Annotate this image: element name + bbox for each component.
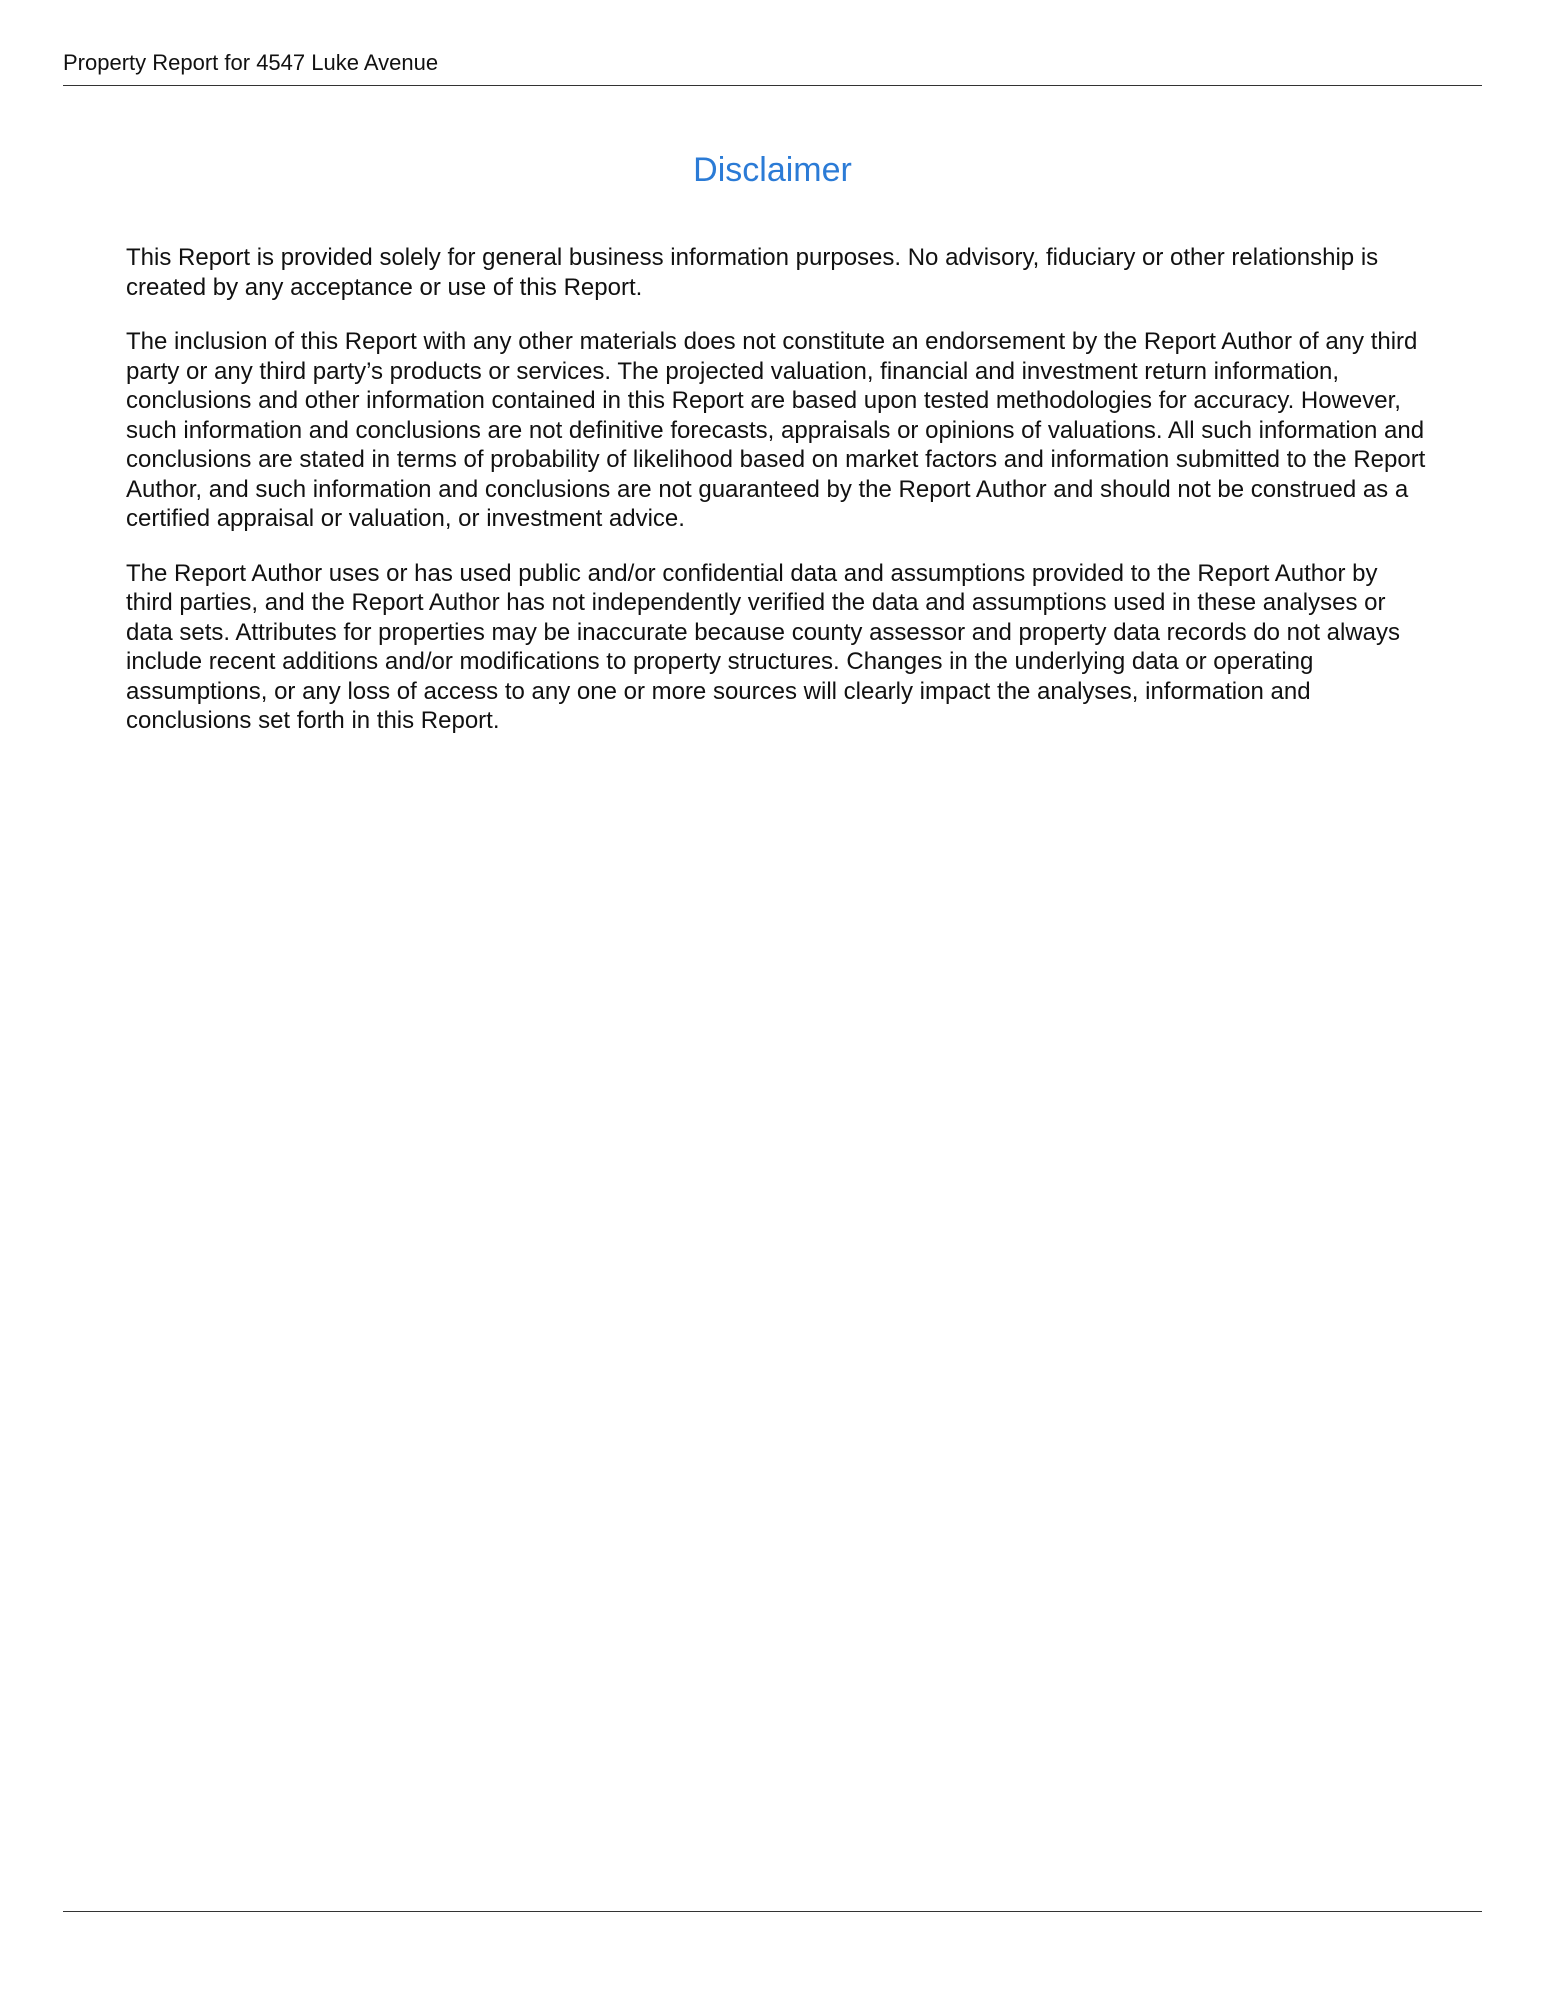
disclaimer-paragraph: The inclusion of this Report with any other materials does not constitute an endorsement by the Report Author of any third party or any third party’s products or services. The projected valuation, financial and investment return information, conclusions and other information contained in this Report are based upon tested methodologies for accuracy. However, such information and conclusions are not definitive forecasts, appraisals or opinions of valuations. All such information and conclusions are stated in terms of probability of likelihood based on market factors and information submitted to the Report Author, and such information and conclusions are not guaranteed by the Report Author and should not be construed as a certified appraisal or valuation, or investment advice.: [126, 328, 1426, 532]
disclaimer-paragraph: The Report Author uses or has used public and/or confidential data and assumptions provided to the Report Author by third parties, and the Report Author has not independently verified the data and assumptions used in these analyses or data sets. Attributes for properties may be inaccurate because county assessor and property data records do not always include recent additions and/or modifications to property structures. Changes in the underlying data or operating assumptions, or any loss of access to any one or more sources will clearly impact the analyses, information and conclusions set forth in this Report.: [126, 559, 1401, 734]
report-header-title: Property Report for 4547 Luke Avenue: [63, 50, 439, 75]
page-header: [63, 48, 1482, 86]
disclaimer-body: [126, 243, 1426, 761]
page-title: Disclaimer: [693, 151, 852, 189]
footer-divider: [63, 1911, 1482, 1912]
disclaimer-paragraph: This Report is provided solely for general business information purposes. No advisory, fiduciary or other relationship is created by any acceptance or use of this Report.: [126, 244, 1379, 301]
